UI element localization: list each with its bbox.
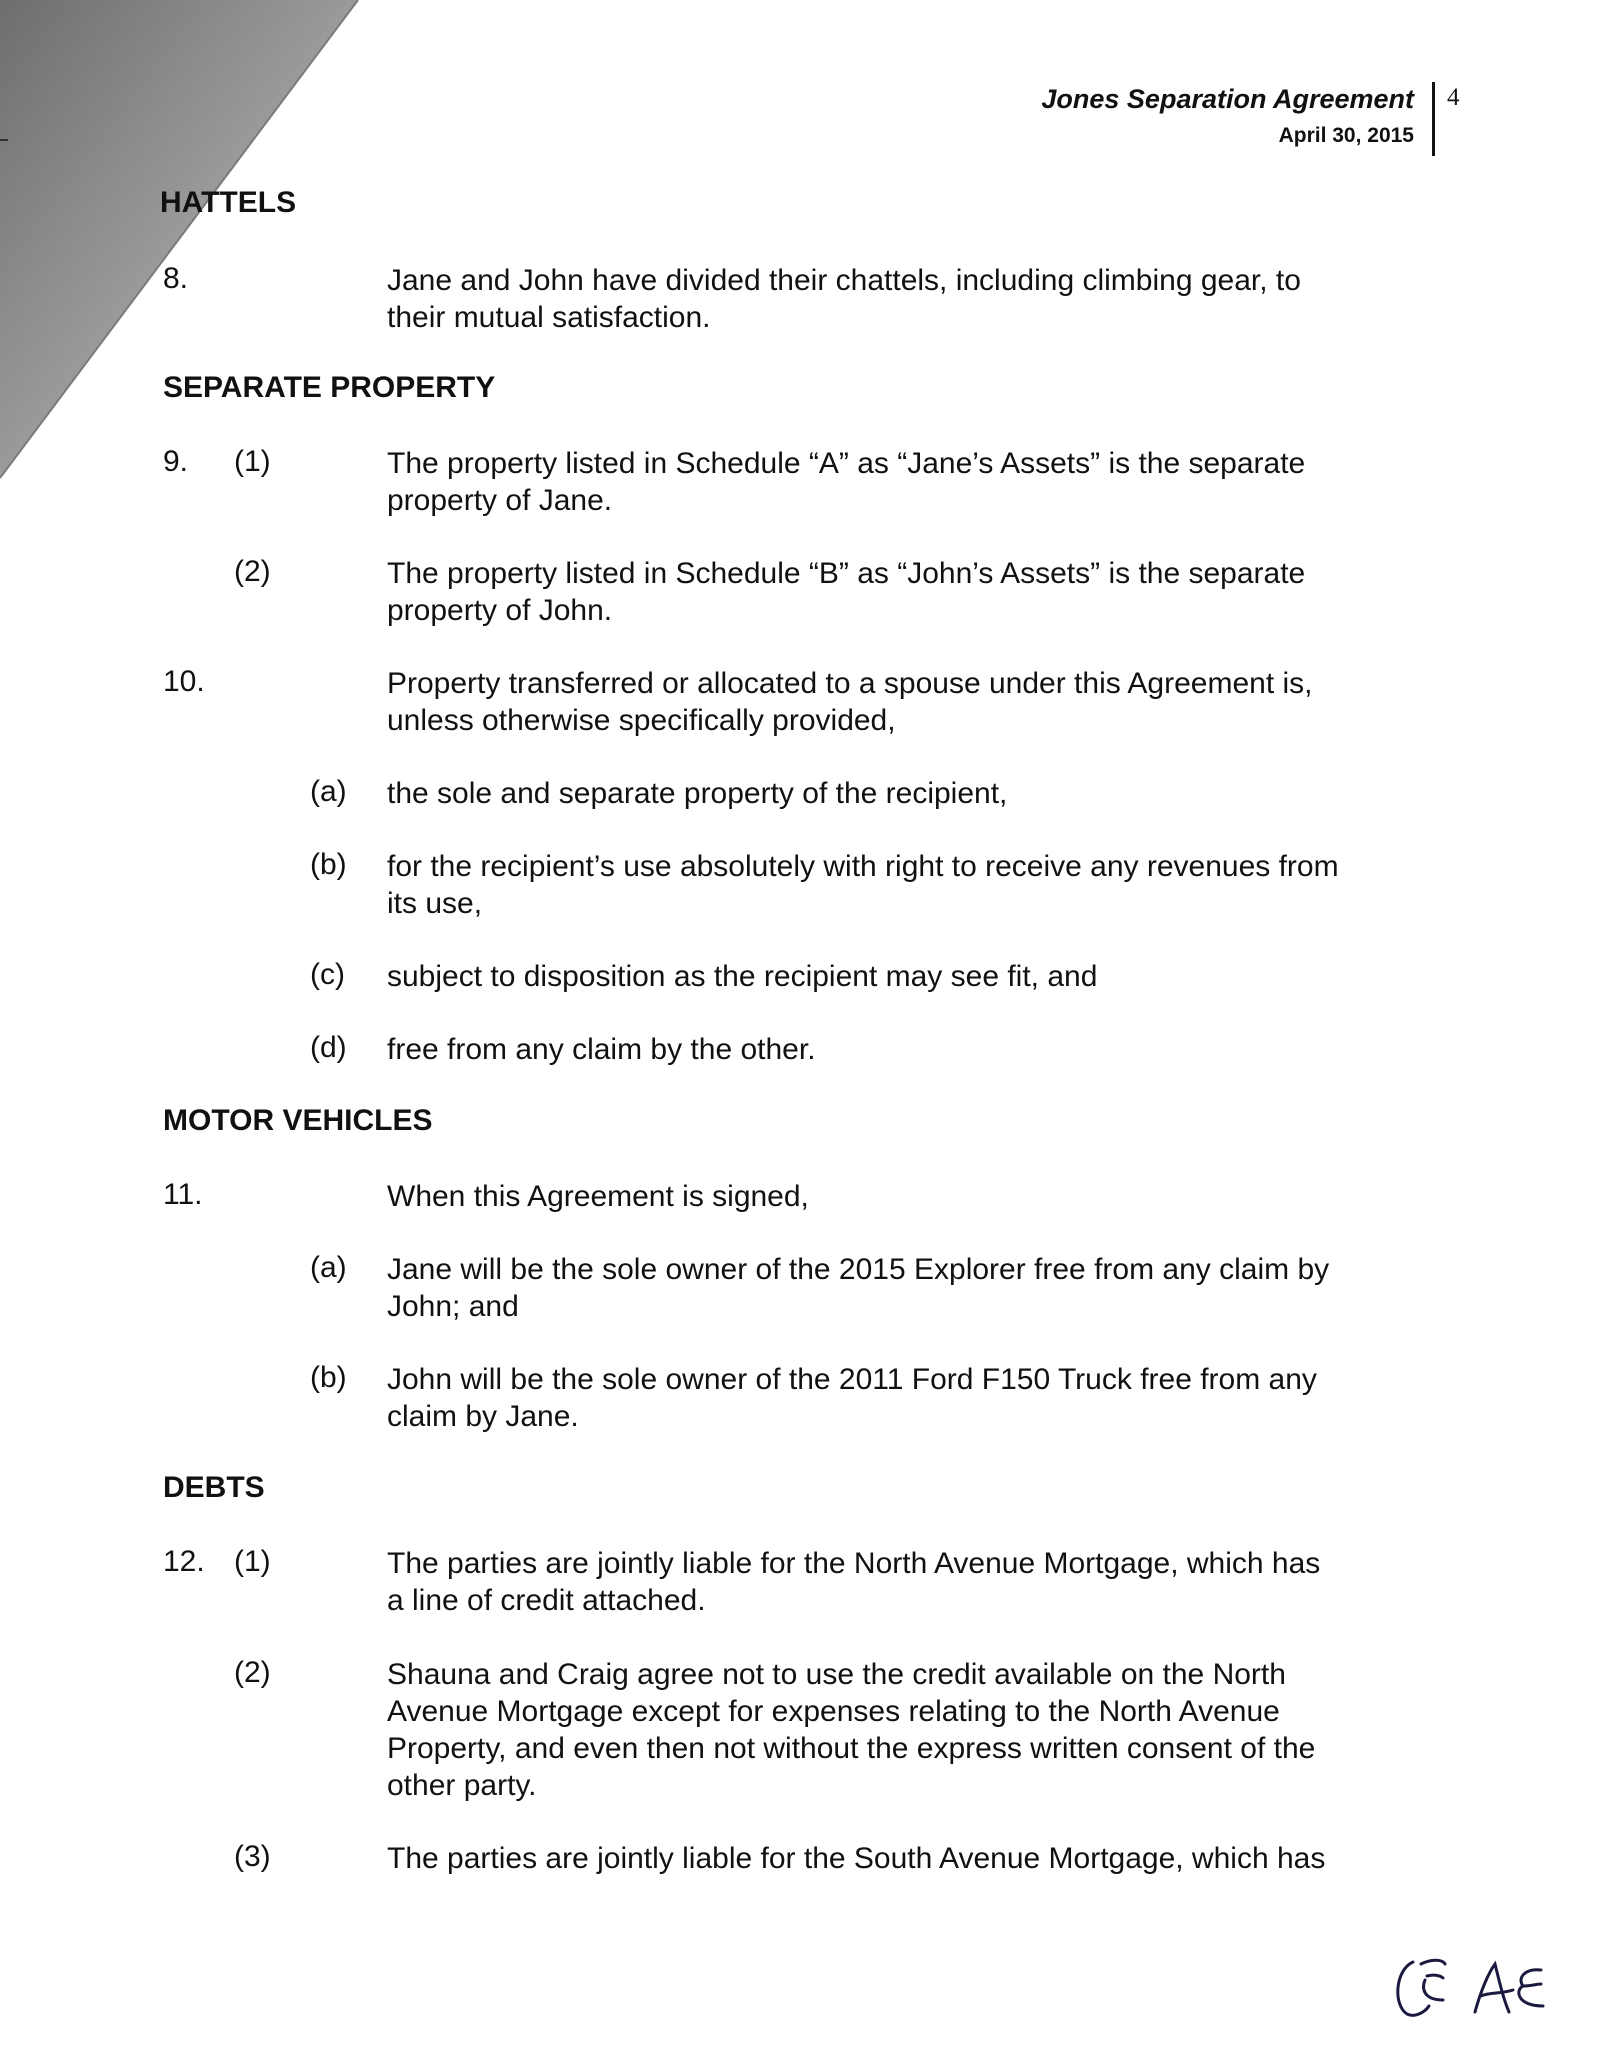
heading-motor-vehicles: MOTOR VEHICLES bbox=[163, 1104, 433, 1137]
para-10-a-letter: (a) bbox=[310, 775, 347, 808]
heading-debts: DEBTS bbox=[163, 1471, 265, 1504]
header-divider bbox=[1432, 82, 1435, 156]
para-12-1-line-2: a line of credit attached. bbox=[387, 1584, 706, 1617]
para-9-2-line-1: The property listed in Schedule “B” as “John’s Assets” is the separate bbox=[387, 557, 1306, 590]
para-8-number: 8. bbox=[163, 262, 189, 295]
para-10-number: 10. bbox=[163, 665, 205, 698]
document-title: Jones Separation Agreement bbox=[1041, 84, 1414, 114]
para-10-a-text: the sole and separate property of the recipient, bbox=[387, 777, 1008, 810]
document-date: April 30, 2015 bbox=[1278, 124, 1414, 147]
folded-corner-shadow bbox=[0, 0, 360, 480]
para-10-b-line-1: for the recipient’s use absolutely with right to receive any revenues from bbox=[387, 850, 1339, 883]
para-11-b-letter: (b) bbox=[310, 1361, 347, 1394]
handwritten-initials bbox=[1385, 1950, 1555, 2030]
para-12-3-line-1: The parties are jointly liable for the South Avenue Mortgage, which has bbox=[387, 1842, 1326, 1875]
para-11-line-1: When this Agreement is signed, bbox=[387, 1180, 809, 1213]
para-11-a-line-2: John; and bbox=[387, 1290, 519, 1323]
para-9-1-line-1: The property listed in Schedule “A” as “Jane’s Assets” is the separate bbox=[387, 447, 1306, 480]
para-9-2-sub: (2) bbox=[234, 555, 271, 588]
para-10-b-letter: (b) bbox=[310, 848, 347, 881]
para-11-number: 11. bbox=[163, 1178, 203, 1211]
para-11-b-line-2: claim by Jane. bbox=[387, 1400, 579, 1433]
para-9-2-line-2: property of John. bbox=[387, 594, 613, 627]
para-10-line-2: unless otherwise specifically provided, bbox=[387, 704, 896, 737]
para-12-2-line-1: Shauna and Craig agree not to use the credit available on the North bbox=[387, 1658, 1286, 1691]
para-12-1-sub: (1) bbox=[234, 1545, 271, 1578]
para-11-a-letter: (a) bbox=[310, 1251, 347, 1284]
para-9-number: 9. bbox=[163, 445, 189, 478]
para-10-d-letter: (d) bbox=[310, 1031, 347, 1064]
para-9-1-sub: (1) bbox=[234, 445, 271, 478]
heading-chattels: HATTELS bbox=[160, 186, 297, 219]
para-12-2-line-3: Property, and even then not without the express written consent of the bbox=[387, 1732, 1316, 1765]
para-8-line-1: Jane and John have divided their chattels, including climbing gear, to bbox=[387, 264, 1301, 297]
para-12-2-line-2: Avenue Mortgage except for expenses relating to the North Avenue bbox=[387, 1695, 1280, 1728]
para-12-2-line-4: other party. bbox=[387, 1769, 537, 1802]
para-12-3-sub: (3) bbox=[234, 1840, 271, 1873]
heading-separate-property: SEPARATE PROPERTY bbox=[163, 371, 496, 404]
para-10-d-text: free from any claim by the other. bbox=[387, 1033, 816, 1066]
page-number: 4 bbox=[1447, 84, 1460, 111]
para-12-2-sub: (2) bbox=[234, 1656, 271, 1689]
para-12-number: 12. bbox=[163, 1545, 205, 1578]
para-10-line-1: Property transferred or allocated to a spouse under this Agreement is, bbox=[387, 667, 1313, 700]
para-11-a-line-1: Jane will be the sole owner of the 2015 Explorer free from any claim by bbox=[387, 1253, 1330, 1286]
para-10-b-line-2: its use, bbox=[387, 887, 483, 920]
para-8-line-2: their mutual satisfaction. bbox=[387, 301, 711, 334]
para-10-c-text: subject to disposition as the recipient may see fit, and bbox=[387, 960, 1098, 993]
para-11-b-line-1: John will be the sole owner of the 2011 Ford F150 Truck free from any bbox=[387, 1363, 1317, 1396]
para-10-c-letter: (c) bbox=[310, 958, 345, 991]
para-9-1-line-2: property of Jane. bbox=[387, 484, 613, 517]
para-12-1-line-1: The parties are jointly liable for the North Avenue Mortgage, which has bbox=[387, 1547, 1321, 1580]
